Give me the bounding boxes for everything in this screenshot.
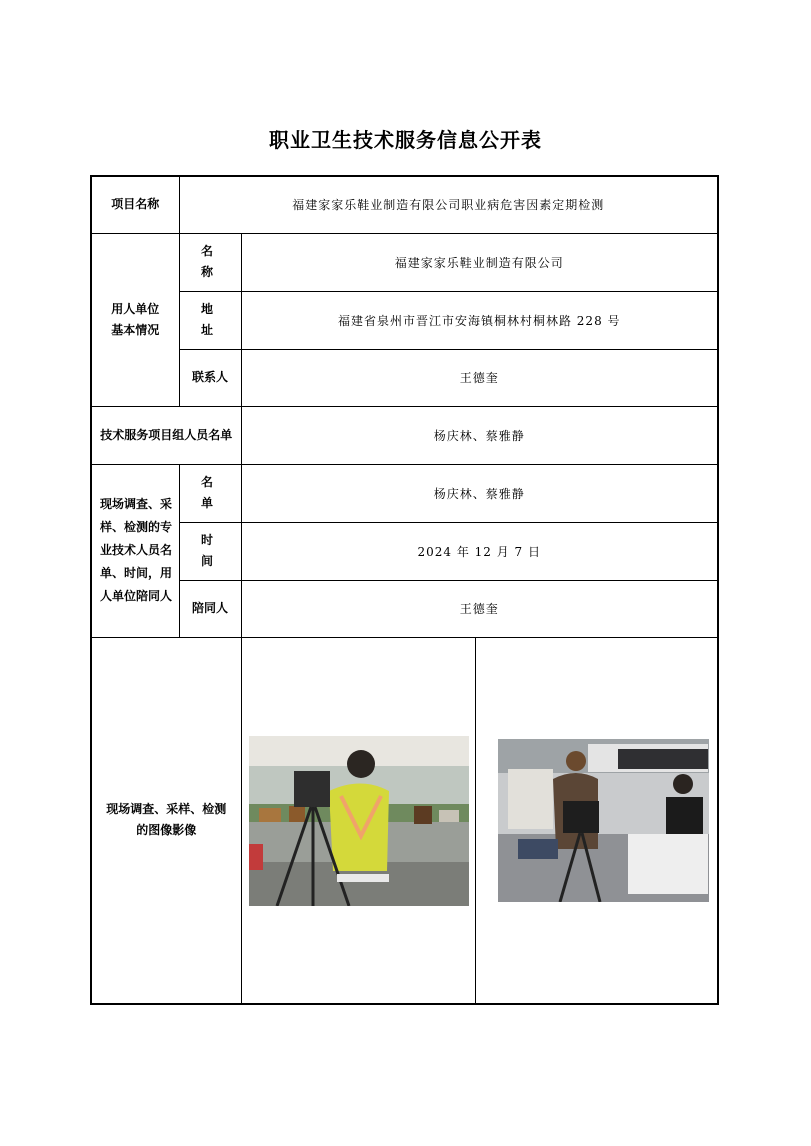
employer-name-label: 名 称 [179,233,241,291]
survey-escort-label: 陪同人 [179,580,241,637]
row-employer-name [91,233,718,291]
row-survey-names [91,464,718,522]
row-survey-time [91,522,718,580]
row-project-name [91,176,718,233]
employer-contact-value: 王德奎 [241,349,718,406]
row-images [91,637,718,1004]
team-value: 杨庆林、蔡雅静 [241,406,718,464]
row-team [91,406,718,464]
survey-names-value: 杨庆林、蔡雅静 [241,464,718,522]
page-title: 职业卫生技术服务信息公开表 [269,128,542,152]
project-name-label: 项目名称 [91,176,179,233]
site-photo-1 [249,736,469,906]
employer-section-label: 用人单位基本情况 [91,233,179,406]
employer-address-value: 福建省泉州市晋江市安海镇桐林村桐林路 228 号 [241,291,718,349]
survey-names-label: 名 单 [179,464,241,522]
survey-section-label: 现场调查、采样、检测的专业技术人员名单、时间，用人单位陪同人 [91,464,179,637]
team-label: 技术服务项目组人员名单 [91,406,241,464]
survey-escort-value: 王德奎 [241,580,718,637]
info-table [90,175,719,1005]
row-employer-contact [91,349,718,406]
images-label: 现场调查、采样、检测的图像影像 [91,637,241,1004]
project-name-value: 福建家家乐鞋业制造有限公司职业病危害因素定期检测 [179,176,718,233]
survey-time-value: 2024 年 12 月 7 日 [241,522,718,580]
site-photo-2 [498,739,709,902]
photo-cell-1 [241,637,475,1004]
row-employer-address [91,291,718,349]
employer-name-value: 福建家家乐鞋业制造有限公司 [241,233,718,291]
survey-time-label: 时 间 [179,522,241,580]
employer-address-label: 地 址 [179,291,241,349]
employer-contact-label: 联系人 [179,349,241,406]
photo-cell-2 [475,637,718,1004]
row-survey-escort [91,580,718,637]
